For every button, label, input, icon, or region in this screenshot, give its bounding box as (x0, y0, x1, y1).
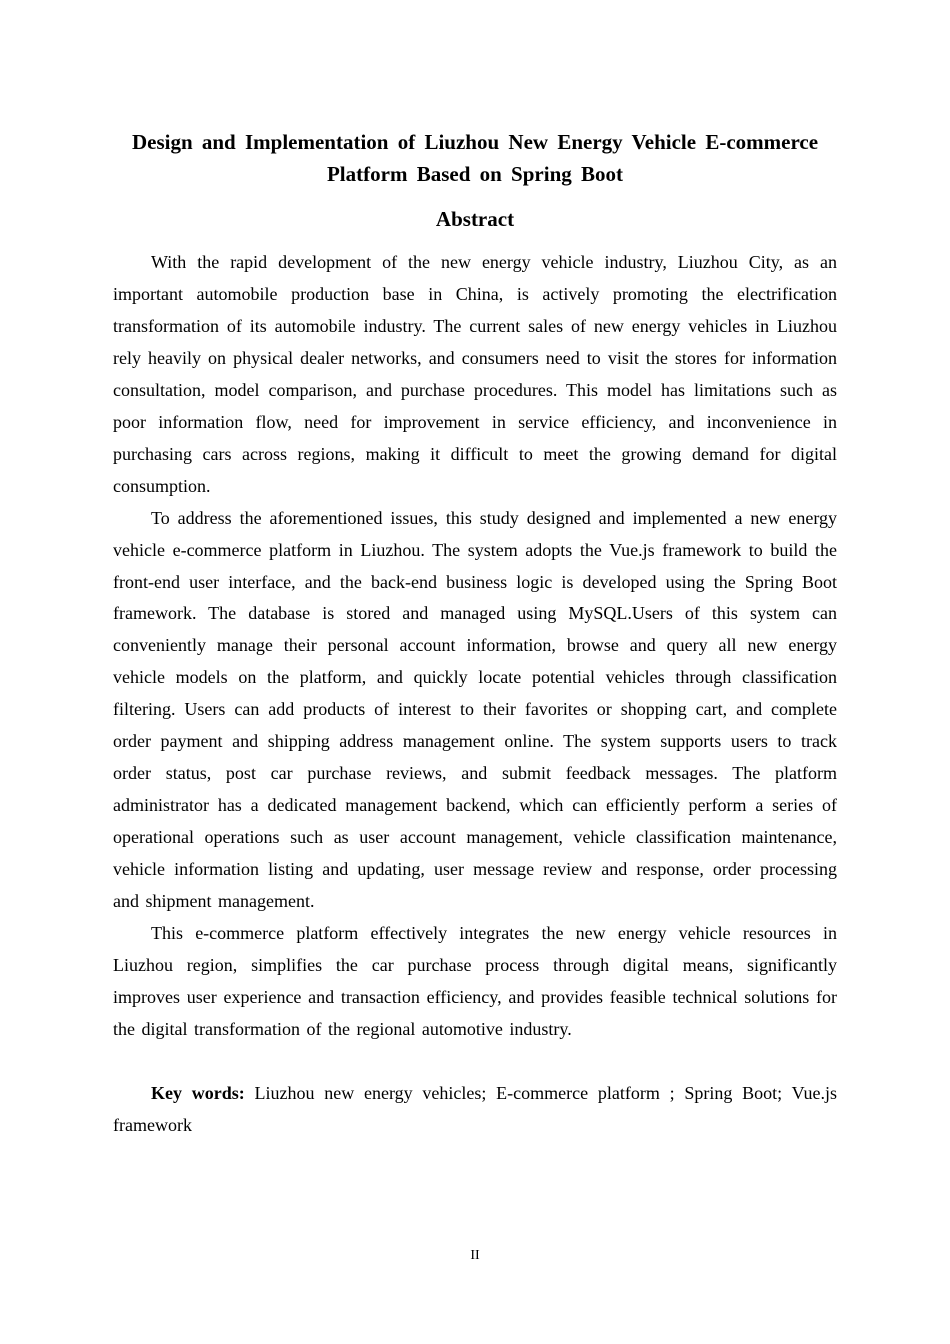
abstract-paragraph-3: This e-commerce platform effectively integrates the new energy vehicle resources in Liuzhou region, simplifies the car purchase process through digital means, significantly improves user experience and transaction efficiency, and provides feasible technical solutions for the digital transformation of the regional automotive industry. (113, 923, 837, 1039)
keywords-paragraph (113, 1078, 837, 1142)
abstract-paragraph-2: To address the aforementioned issues, this study designed and implemented a new energy vehicle e-commerce platform in Liuzhou. The system adopts the Vue.js framework to build the front-end user interface, and the back-end business logic is developed using the Spring Boot framework. The database is stored and managed using MySQL.Users of this system can conveniently manage their personal account information, browse and query all new energy vehicle models on the platform, and quickly locate potential vehicles through classification filtering. Users can add products of interest to their favorites or shopping cart, and complete order payment and shipping address management online. The system supports users to track order status, post car purchase reviews, and submit feedback messages. The platform administrator has a dedicated management backend, which can efficiently perform a series of operational operations such as user account management, vehicle classification maintenance, vehicle information listing and updating, user message review and response, order processing and shipment management. (113, 507, 837, 912)
document-title: Design and Implementation of Liuzhou New Energy Vehicle E-commerce Platform Based on Spring Boot (131, 130, 819, 186)
paragraph-spacer (113, 1046, 837, 1078)
keywords-text: Liuzhou new energy vehicles; E-commerce platform ; Spring Boot; Vue.js framework (113, 1082, 837, 1135)
keywords-label: Key words: (151, 1082, 245, 1103)
abstract-heading: Abstract (435, 207, 515, 231)
page-number: II (470, 1248, 480, 1263)
abstract-body (113, 247, 837, 1142)
abstract-paragraph-1: With the rapid development of the new energy vehicle industry, Liuzhou City, as an important automobile production base in China, is actively promoting the electrification transformation of its automobile industry. The current sales of new energy vehicles in Liuzhou rely heavily on physical dealer networks, and consumers need to visit the stores for information consultation, model comparison, and purchase procedures. This model has limitations such as poor information flow, need for improvement in service efficiency, and inconvenience in purchasing cars across regions, making it difficult to meet the growing demand for digital consumption. (113, 252, 837, 496)
